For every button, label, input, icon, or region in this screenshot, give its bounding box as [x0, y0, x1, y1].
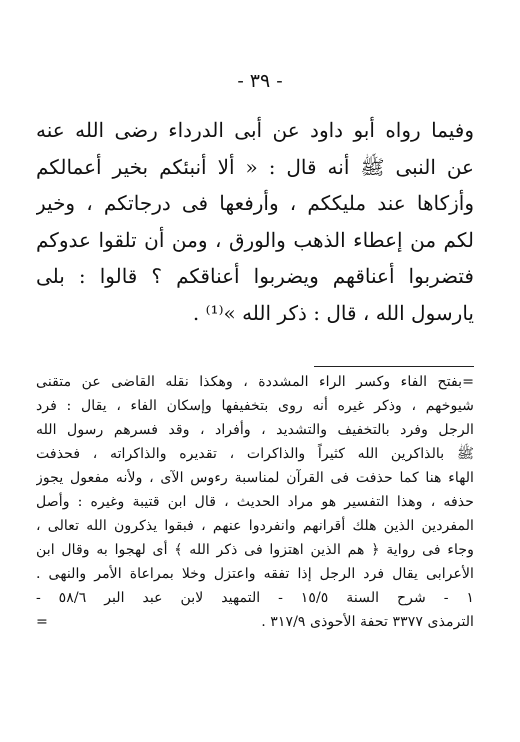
footnote-line: شيوخهم ، وذكر غيره أنه روى بتخفيفها وإسكان الفاء ، يقال : فرد: [36, 398, 474, 414]
footnote-line: =بفتح الفاء وكسر الراء المشددة ، وهكذا نقله القاضى عن متقنى: [36, 374, 474, 390]
main-text-line: وفيما رواه أبو داود عن أبى الدرداء رضى الله عنه: [36, 118, 474, 142]
page-number: - ٣٩ -: [237, 70, 283, 92]
main-text-line: يارسول الله ، قال : ذكر الله »⁽¹⁾ .: [192, 300, 474, 325]
footnote-line: حذفه ، وهذا التفسير هو مراد الحديث ، قال ابن قتيبة وغيره : وأصل: [36, 494, 474, 510]
footnote-reference-end: [36, 610, 474, 634]
main-text-line: لكم من إعطاء الذهب والورق ، ومن أن تلقوا عدوكم: [36, 227, 474, 252]
footnote-reference: ١ - شرح السنة ١٥/٥ - التمهيد لابن عبد البر ٥٨/٦ -: [36, 590, 474, 606]
continuation-mark: =: [36, 614, 48, 630]
footnote-separator: [314, 366, 474, 367]
main-text-line: فتضربوا أعناقهم ويضربوا أعناقكم ؟ قالوا : بلى: [36, 264, 474, 288]
footnote-line: الرجل وفرد بالتخفيف والتشديد ، وأفراد ، وقد فسرهم رسول الله: [36, 422, 474, 438]
footnote-line: ﷺ بالذاكرين الله كثيراً والذاكرات ، تقديره والذاكراته ، فحذفت: [36, 446, 474, 462]
footnote-line: المفردين الذين هلك أقرانهم وانفردوا عنهم ، فبقوا يذكرون الله تعالى ،: [36, 518, 474, 534]
footnotes: [36, 370, 474, 634]
main-text-line: عن النبى ﷺ أنه قال : « ألا أنبئكم بخير أعمالكم: [36, 154, 474, 179]
footnote-line: الأعرابى يقال فرد الرجل إذا تفقه واعتزل وخلا بمراعاة الأمر والنهى .: [36, 566, 474, 582]
footnote-line: الهاء هنا كما حذفت فى القرآن لمناسبة رءوس الآى ، ولأنه مفعول يجوز: [36, 470, 474, 486]
main-text-line: وأزكاها عند مليككم ، وأرفعها فى درجاتكم ، وخير: [36, 191, 474, 215]
footnote-reference-text: الترمذى ٣٣٧٧ تحفة الأحوذى ٣١٧/٩ .: [261, 614, 474, 630]
main-text: [36, 112, 474, 331]
footnote-line: وجاء فى رواية ﴿ هم الذين اهتزوا فى ذكر الله ﴾ أى لهجوا به وقال ابن: [36, 542, 474, 558]
